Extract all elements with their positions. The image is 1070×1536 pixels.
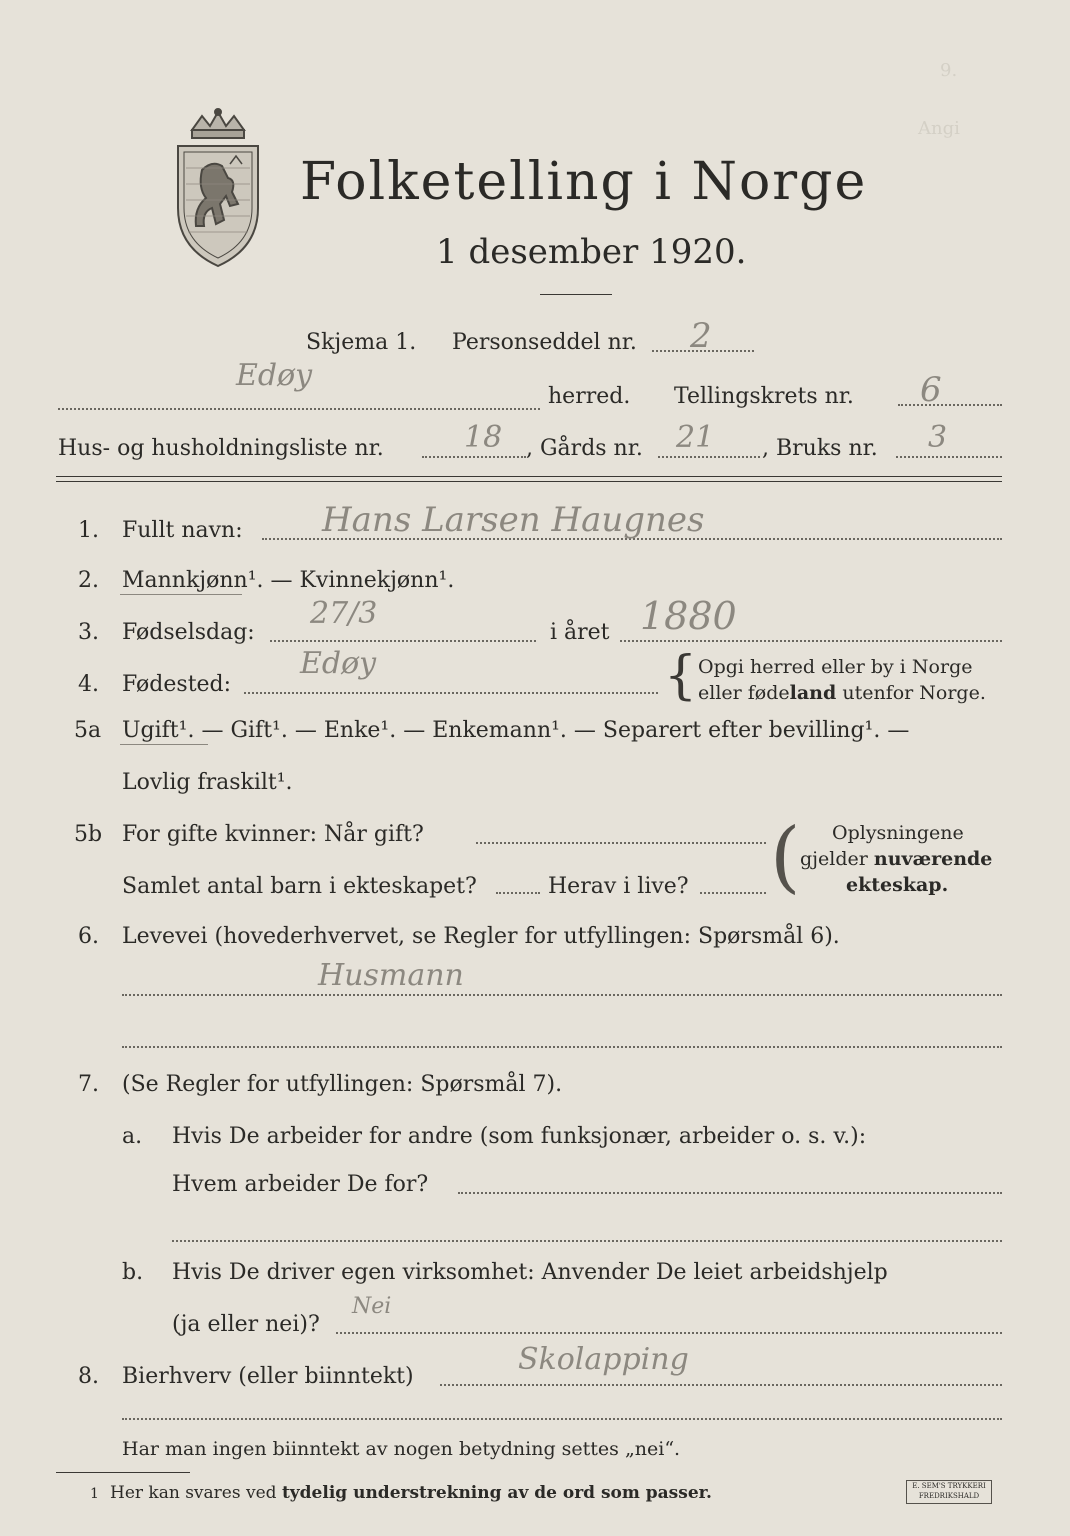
q7a-line-2 [172,1240,1002,1242]
census-date: 1 desember 1920. [436,232,747,272]
header-rule-1 [56,476,1002,477]
herred-line [58,408,540,410]
q8-number: 8. [78,1364,99,1389]
form-title: Folketelling i Norge [300,152,868,212]
q7b-line [336,1332,1002,1334]
bruks-line [896,456,1002,458]
q5a-line2: Lovlig fraskilt¹. [122,770,293,795]
q7b-line1: Hvis De driver egen virksomhet: Anvender De leiet arbeidshjelp [172,1260,888,1285]
q5b-note2 [800,848,992,870]
q5b-note2b: nuværende [873,848,993,870]
q1-number: 1. [78,518,99,543]
q5a-underline-ugift [120,744,208,745]
q5b-line2b: Herav i live? [548,874,689,899]
q5b-note3: ekteskap. [846,874,949,896]
herred-label: herred. [548,384,631,409]
q5b-live-line [700,892,766,894]
q3-year-line [620,640,1002,642]
q5b-note1: Oplysningene [832,822,964,844]
coat-of-arms-icon [172,108,264,268]
printer-line1: E. SEM'S TRYKKERI [912,1482,986,1490]
q3-label: Fødselsdag: [122,620,255,645]
q2-underline-mannkjonn [120,594,242,595]
q5b-line2a: Samlet antal barn i ekteskapet? [122,874,477,899]
q6-line-2 [122,1046,1002,1048]
q7-label: (Se Regler for utfyllingen: Spørsmål 7). [122,1072,563,1097]
q7b-letter: b. [122,1260,144,1285]
q5b-gift-line [476,842,766,844]
reverse-bleed: Angi [918,118,960,139]
gards-line [658,456,760,458]
q4-note-b: land [789,682,837,704]
q6-label: Levevei (hovederhvervet, se Regler for utfyllingen: Spørsmål 6). [122,924,840,949]
q4-value[interactable]: Edøy [300,646,377,681]
q4-note-line1: Opgi herred eller by i Norge [698,656,973,678]
husholdning-value[interactable]: 18 [464,420,503,455]
q4-note-line2 [698,682,986,704]
header-rule-2 [56,481,1002,482]
q5b-brace: ( [770,812,801,902]
q8-note: Har man ingen biinntekt av nogen betydning settes „nei“. [122,1438,681,1460]
q5b-note2a: gjelder [800,848,874,870]
personseddel-label: Personseddel nr. [452,330,637,355]
title-divider [540,294,612,295]
q4-brace: { [664,646,698,706]
q4-note-a: eller føde [698,682,790,704]
reverse-bleed: 9. [940,60,958,81]
husholdning-line [422,456,526,458]
personseddel-value[interactable]: 2 [690,316,712,356]
husholdning-label: Hus- og husholdningsliste nr. [58,436,384,461]
q8-value[interactable]: Skolapping [518,1342,689,1377]
q3-value[interactable]: 27/3 [310,596,378,631]
q4-label: Fødested: [122,672,232,697]
bruks-value[interactable]: 3 [928,420,948,455]
q2-number: 2. [78,568,99,593]
skjema-label: Skjema 1. [306,330,417,355]
q5b-line1: For gifte kvinner: Når gift? [122,822,424,847]
q7a-line2: Hvem arbeider De for? [172,1172,429,1197]
q7a-line1: Hvis De arbeider for andre (som funksjonær, arbeider o. s. v.): [172,1124,867,1149]
q7b-value[interactable]: Nei [352,1294,392,1319]
q3-year-label: i året [550,620,610,645]
q4-note-c: utenfor Norge. [836,682,986,704]
q5b-barn-line [496,892,540,894]
q7b-line2: (ja eller nei)? [172,1312,320,1337]
q7-number: 7. [78,1072,99,1097]
q7a-letter: a. [122,1124,143,1149]
printer-line2: FREDRIKSHALD [918,1492,980,1500]
footnote-mark: 1 [90,1486,99,1502]
q3-line [270,640,536,642]
q1-value[interactable]: Hans Larsen Haugnes [322,500,705,540]
q5b-number: 5b [74,822,103,847]
q2-label: Mannkjønn¹. — Kvinnekjønn¹. [122,568,455,593]
q5a-line1: Ugift¹. — Gift¹. — Enke¹. — Enkemann¹. — Separert efter bevilling¹. — [122,718,910,743]
q8-line-2 [122,1418,1002,1420]
q4-number: 4. [78,672,99,697]
footnote-text-a: Her kan svares ved [110,1483,282,1503]
footnote-text-b: tydelig understrekning av de ord som passer. [281,1483,712,1503]
q8-line [440,1384,1002,1386]
q7a-line [458,1192,1002,1194]
q6-value[interactable]: Husmann [318,958,464,993]
q5a-number: 5a [74,718,102,743]
footnote-text [110,1483,712,1503]
tellingskrets-value[interactable]: 6 [920,370,942,410]
herred-value[interactable]: Edøy [236,358,313,393]
tellingskrets-label: Tellingskrets nr. [674,384,854,409]
q4-line [244,692,658,694]
q6-number: 6. [78,924,99,949]
q3-number: 3. [78,620,99,645]
printer-stamp [906,1480,992,1504]
footnote-rule [56,1472,190,1473]
bruks-label: , Bruks nr. [762,436,878,461]
q8-label: Bierhverv (eller biinntekt) [122,1364,414,1389]
q3-year-value[interactable]: 1880 [640,594,737,638]
gards-label: , Gårds nr. [526,436,643,461]
q1-label: Fullt navn: [122,518,243,543]
gards-value[interactable]: 21 [676,420,715,455]
q6-line-1 [122,994,1002,996]
tellingskrets-line [898,404,1002,406]
